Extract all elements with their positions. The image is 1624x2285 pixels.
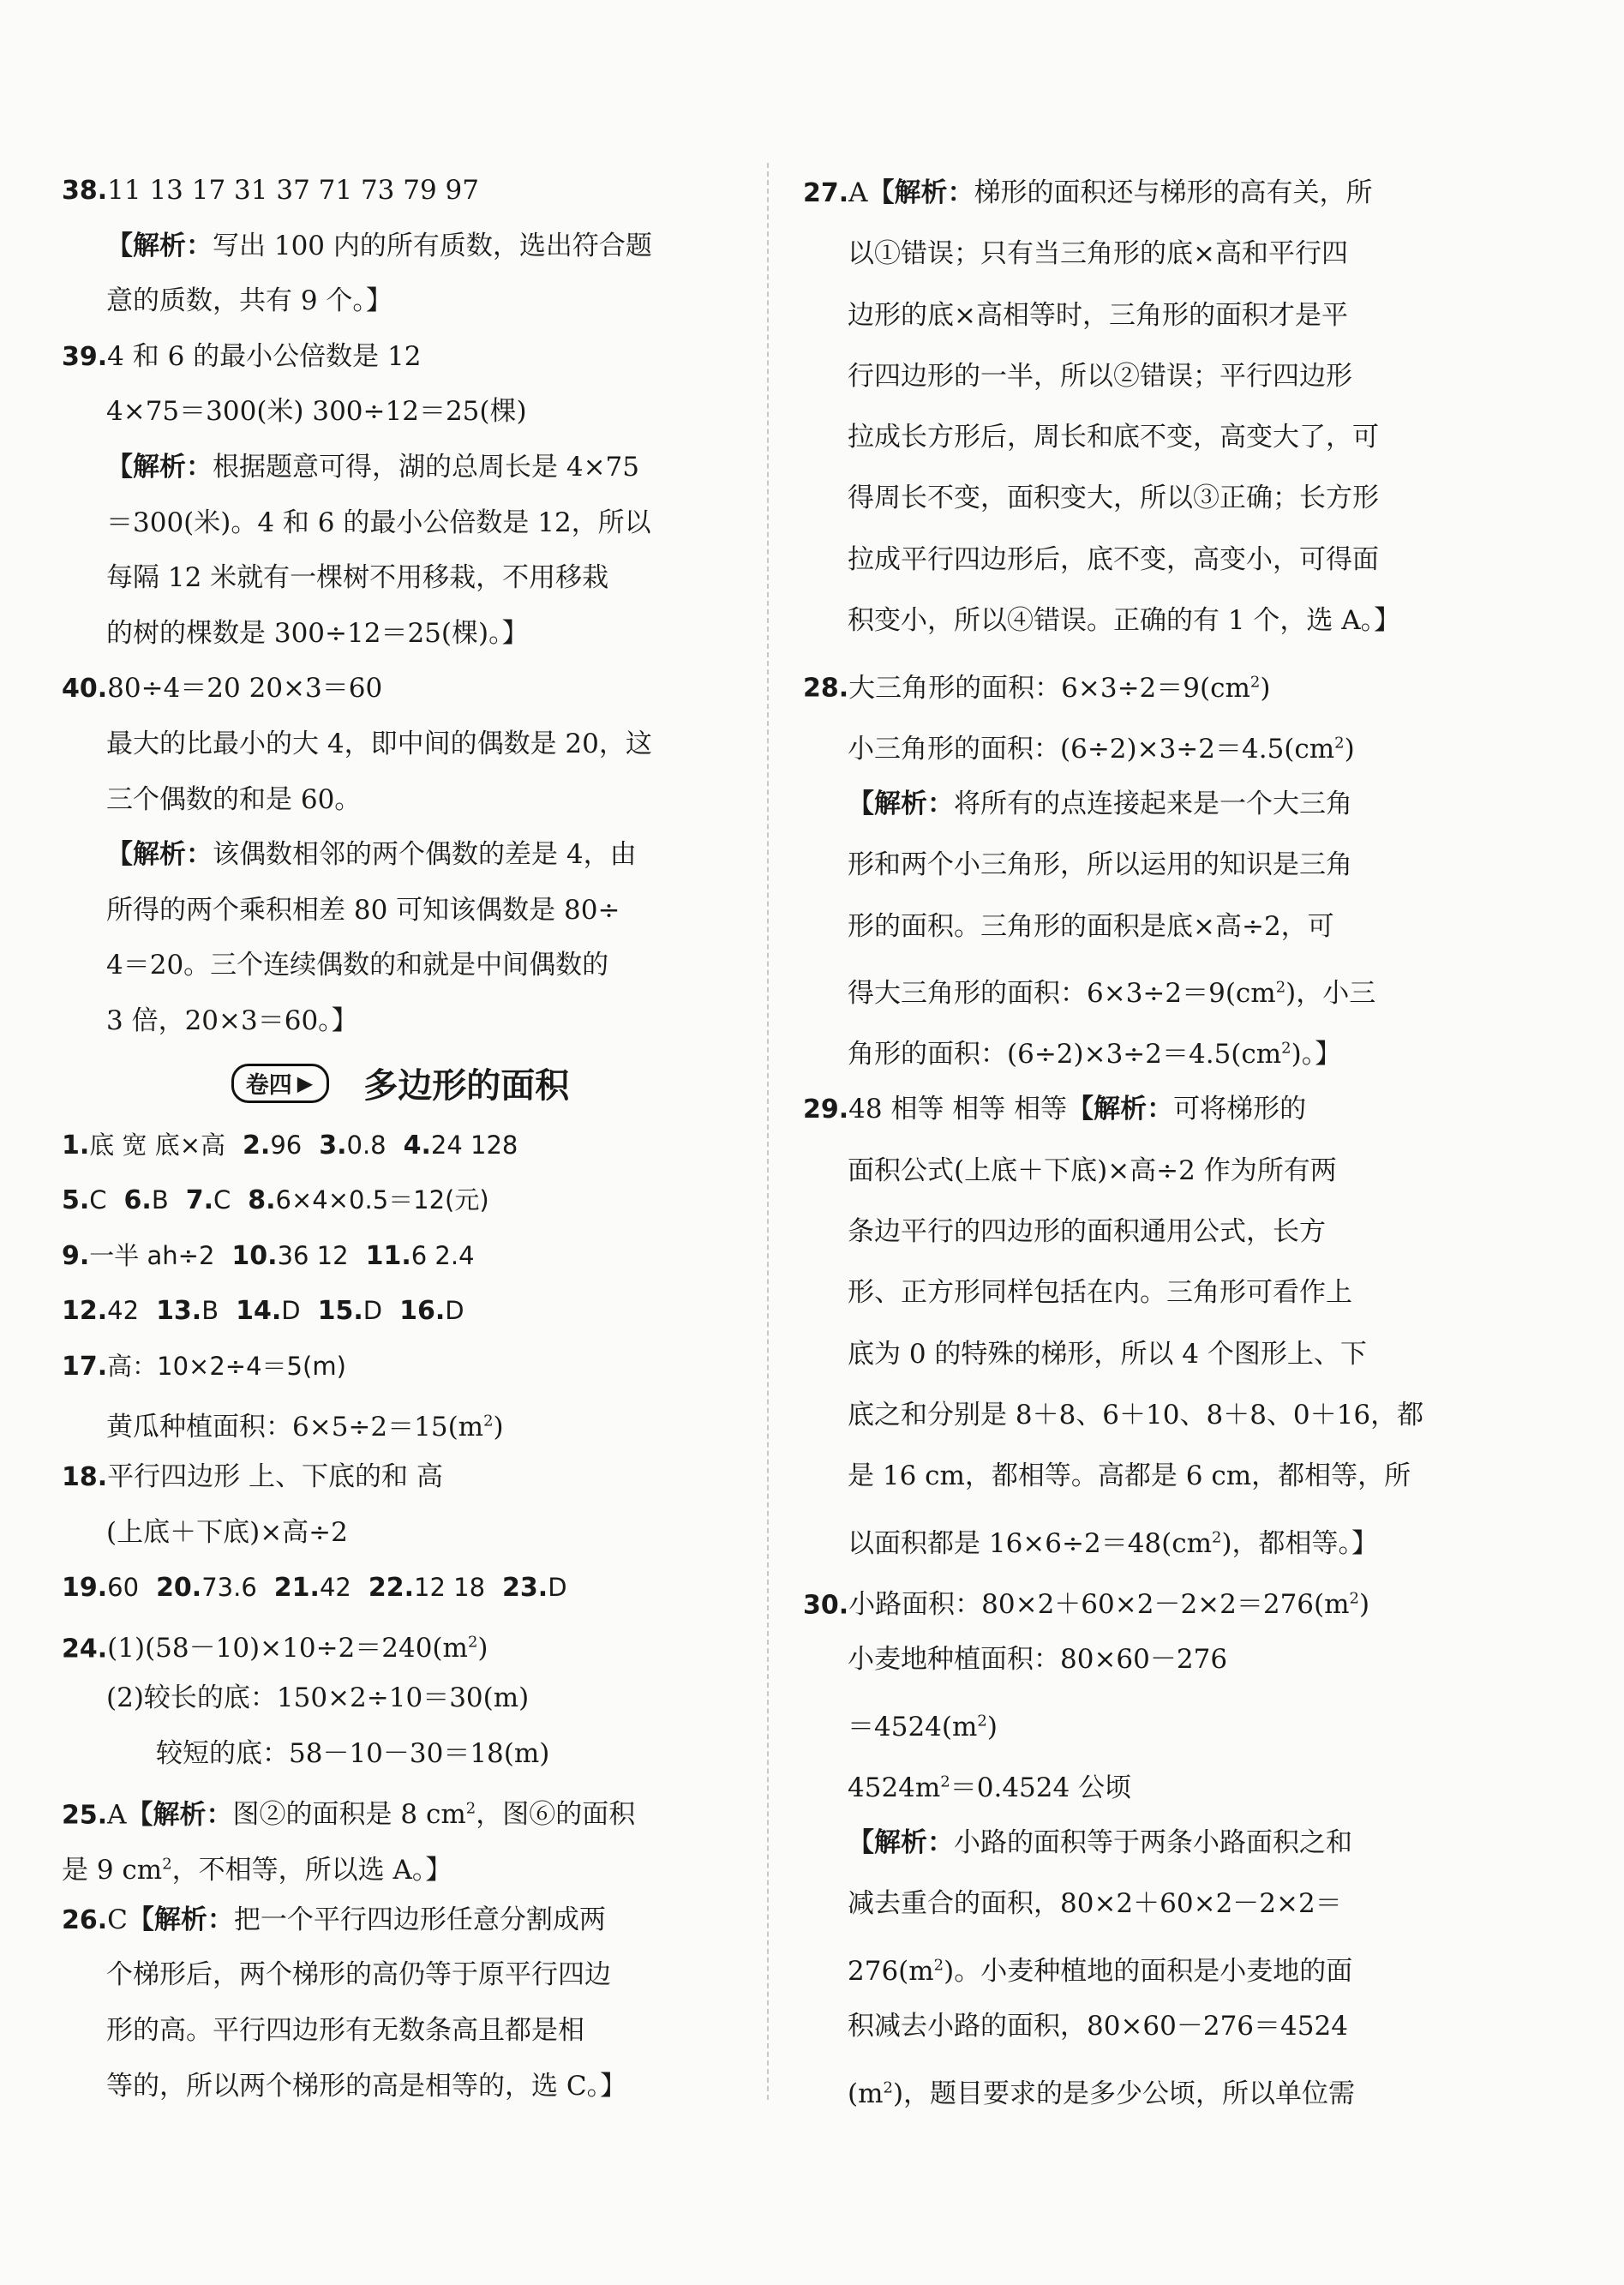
right-column — [803, 163, 1484, 2119]
text-segment: (上底＋下底)×高÷2 — [106, 1516, 348, 1548]
analysis-label: 【解析： — [867, 177, 974, 208]
text-segment: 所得的两个乘积相差 80 可知该偶数是 80÷ — [106, 894, 620, 926]
text-segment: 底为 0 的特殊的梯形，所以 4 个图形上、下 — [848, 1338, 1367, 1370]
question-number: 20. — [156, 1573, 202, 1604]
text-segment: D — [363, 1296, 383, 1326]
answer-item — [319, 1131, 386, 1160]
question-number: 16. — [399, 1296, 446, 1327]
text-line — [803, 407, 1484, 468]
text-segment: 梯形的面积还与梯形的高有关，所 — [974, 177, 1373, 208]
text-segment: 42 — [319, 1573, 351, 1603]
text-segment: 是 9 $cm^2$，不相等，所以选 A。】 — [62, 1854, 452, 1886]
text-segment: 形、正方形同样包括在内。三角形可看作上 — [848, 1277, 1352, 1309]
section-title: 多边形的面积 — [363, 1066, 570, 1106]
text-segment: 73.6 — [201, 1573, 257, 1603]
text-segment: 拉成长方形后，周长和底不变，高变大了，可 — [848, 422, 1379, 453]
text-segment: 条边平行的四边形的面积通用公式，长方 — [848, 1216, 1326, 1248]
text-line — [803, 591, 1484, 651]
answer-row — [62, 1118, 739, 1173]
text-segment: 6×4×0.5＝12(元) — [275, 1185, 489, 1215]
question-number: 9. — [62, 1240, 90, 1271]
text-segment: 36 12 — [277, 1240, 349, 1270]
text-segment: 小麦地种植面积：80×60－276 — [848, 1644, 1228, 1676]
answer-item — [156, 1296, 219, 1325]
text-line — [62, 1449, 739, 1505]
text-line — [62, 384, 739, 440]
column-divider — [767, 163, 769, 2100]
text-segment: 12 18 — [414, 1573, 486, 1603]
answer-item — [274, 1573, 351, 1602]
text-segment: 将所有的点连接起来是一个大三角 — [954, 788, 1352, 819]
text-segment: C — [89, 1185, 107, 1215]
question-number: 13. — [156, 1296, 202, 1327]
text-segment: 小三角形的面积：$(6\div 2)\times 3\div 2=4.5(cm^2)$ — [848, 734, 1355, 765]
text-line — [62, 2059, 739, 2114]
text-segment: (2)较长的底：150×2÷10＝30(m) — [106, 1682, 530, 1714]
text-line — [803, 1752, 1484, 1813]
answer-item — [62, 1241, 214, 1270]
text-segment: 角形的面积：$(6\div 2)\times 3\div 2=4.5(cm^2)$。】 — [848, 1039, 1342, 1071]
text-segment: 小路的面积等于两条小路面积之和 — [954, 1827, 1352, 1859]
text-line — [62, 1947, 739, 2003]
text-line — [62, 1670, 739, 1726]
text-segment: D — [445, 1296, 464, 1326]
question-number: 7. — [185, 1185, 213, 1216]
question-number: 19. — [62, 1573, 108, 1604]
text-segment: 0.8 — [346, 1130, 387, 1160]
text-segment: 大三角形的面积：$6\times 3\div 2=9(cm^2)$ — [848, 672, 1271, 704]
question-number: 11. — [365, 1240, 411, 1271]
text-segment: B — [151, 1185, 169, 1215]
text-line — [62, 1892, 739, 1948]
text-line — [803, 713, 1484, 774]
text-segment: $276(m^2)$。小麦种植地的面积是小麦地的面 — [848, 1955, 1353, 1987]
answer-item — [243, 1131, 302, 1160]
answer-item — [369, 1573, 485, 1602]
text-segment: 24 128 — [430, 1130, 518, 1160]
analysis-label: 【解析： — [106, 230, 213, 261]
text-line — [62, 717, 739, 772]
text-segment: 96 — [270, 1130, 303, 1160]
text-line — [62, 1505, 739, 1561]
play-arrow-icon: ▶ — [297, 1071, 314, 1095]
text-segment: 拉成平行四边形后，底不变，高变小，可得面 — [848, 543, 1379, 575]
text-line — [803, 285, 1484, 346]
question-number: 6. — [123, 1185, 152, 1216]
text-line — [62, 883, 739, 939]
question-number: 18. — [62, 1462, 108, 1493]
text-line — [803, 1874, 1484, 1934]
text-line — [803, 1690, 1484, 1751]
text-segment: 面积公式(上底＋下底)×高÷2 作为所有两 — [848, 1154, 1337, 1186]
text-line — [803, 1446, 1484, 1507]
text-segment: 形的高。平行四边形有无数条高且都是相 — [106, 2015, 584, 2046]
text-segment: 较短的底：58－10－30＝18(m) — [156, 1738, 550, 1770]
text-segment: 最大的比最小的大 4，即中间的偶数是 20，这 — [106, 728, 652, 759]
answer-item — [186, 1185, 231, 1214]
analysis-label: 【解析： — [127, 1904, 234, 1935]
text-segment: 个梯形后，两个梯形的高仍等于原平行四边 — [106, 1959, 611, 1991]
text-segment: 每隔 12 米就有一棵树不用移栽，不用移栽 — [106, 562, 609, 594]
text-line — [62, 2003, 739, 2059]
question-number: 21. — [273, 1573, 320, 1604]
text-line — [803, 1079, 1484, 1140]
text-segment: D — [281, 1296, 301, 1326]
question-number: 26. — [62, 1904, 108, 1935]
text-segment: D — [548, 1573, 567, 1603]
question-number: 4. — [403, 1130, 431, 1160]
text-line — [803, 1813, 1484, 1874]
text-segment: 6 2.4 — [410, 1240, 475, 1270]
text-segment: 的树的棵数是 300÷12＝25(棵)。】 — [106, 617, 529, 649]
text-segment: 减去重合的面积，80×2＋60×2－2×2＝ — [848, 1888, 1342, 1920]
text-segment: 积减去小路的面积，80×60－276＝4524 — [848, 2010, 1348, 2042]
text-segment: 4×75＝300(米) 300÷12＝25(棵) — [106, 396, 527, 428]
text-segment: 42 — [107, 1296, 140, 1326]
text-segment: $4524m^2=0.4524$ 公顷 — [848, 1772, 1132, 1804]
text-segment: 根据题意可得，湖的总周长是 4×75 — [213, 451, 639, 483]
text-line — [803, 1508, 1484, 1568]
analysis-label: 【解析： — [126, 1798, 233, 1830]
analysis-label: 【解析： — [848, 788, 954, 819]
answer-item — [231, 1241, 348, 1270]
analysis-label: 【解析： — [848, 1827, 954, 1859]
question-number: 40. — [62, 674, 108, 705]
question-number: 8. — [248, 1185, 276, 1216]
text-line — [803, 1629, 1484, 1690]
question-number: 3. — [319, 1130, 347, 1160]
text-line — [62, 1726, 739, 1782]
text-segment: 11 13 17 31 37 71 73 79 97 — [107, 175, 480, 206]
text-segment: 得周长不变，面积变大，所以③正确；长方形 — [848, 483, 1379, 514]
text-line — [803, 346, 1484, 407]
text-segment: 底 宽 底×高 — [89, 1130, 226, 1160]
text-segment: 4＝20。三个连续偶数的和就是中间偶数的 — [106, 950, 609, 981]
text-line — [62, 1782, 739, 1838]
answer-row — [62, 1172, 739, 1228]
answer-text: 48 相等 相等 相等 — [848, 1094, 1068, 1125]
text-line — [803, 957, 1484, 1018]
question-number: 10. — [231, 1240, 278, 1271]
text-line — [803, 2057, 1484, 2118]
answer-item — [502, 1573, 567, 1602]
question-number: 5. — [62, 1185, 90, 1216]
text-segment: 一半 ah÷2 — [89, 1240, 215, 1270]
text-line — [803, 1202, 1484, 1262]
text-line — [803, 1262, 1484, 1323]
text-line — [62, 993, 739, 1049]
text-line — [803, 1385, 1484, 1446]
text-line — [62, 1837, 739, 1892]
answer-item — [248, 1185, 488, 1214]
text-segment: C — [213, 1185, 231, 1215]
text-line — [62, 495, 739, 551]
text-line — [62, 440, 739, 495]
answer-item — [366, 1241, 475, 1270]
text-line — [62, 219, 739, 274]
answer-row — [62, 1339, 739, 1394]
question-number: 2. — [243, 1130, 271, 1160]
text-line — [803, 835, 1484, 896]
question-number: 28. — [803, 673, 849, 704]
analysis-label: 【解析： — [106, 451, 213, 483]
analysis-label: 【解析： — [106, 839, 213, 871]
question-number: 29. — [803, 1095, 849, 1125]
answer-item — [62, 1185, 107, 1214]
text-segment: 得大三角形的面积：$6\times 3\div 2=9(cm^2)$，小三 — [848, 978, 1376, 1010]
text-line — [803, 1141, 1484, 1202]
text-segment: 底之和分别是 8＋8、6＋10、8＋8、0＋16，都 — [848, 1399, 1424, 1430]
text-line — [62, 661, 739, 717]
text-line — [803, 1996, 1484, 2057]
text-segment: 黄瓜种植面积：$6\times 5\div 2=15(m^2)$ — [106, 1411, 504, 1442]
text-segment: 以面积都是 $16\times 6\div 2=48(cm^2)$，都相等。】 — [848, 1527, 1379, 1559]
question-number: 27. — [803, 178, 849, 208]
text-segment: 行四边形的一半，所以②错误；平行四边形 — [848, 360, 1352, 392]
answer-text: C — [107, 1904, 128, 1935]
text-segment: 高：10×2÷4＝5(m) — [107, 1351, 346, 1381]
question-number: 14. — [236, 1296, 282, 1327]
text-segment: 形的面积。三角形的面积是底×高÷2，可 — [848, 910, 1334, 942]
question-number: 25. — [62, 1799, 108, 1830]
text-segment: 3 倍，20×3＝60。】 — [106, 1005, 358, 1036]
section-header — [62, 1049, 739, 1118]
answer-item — [404, 1131, 518, 1160]
answer-item — [156, 1573, 257, 1602]
question-number: 30. — [803, 1590, 849, 1621]
text-line — [803, 897, 1484, 957]
text-segment: 积变小，所以④错误。正确的有 1 个，选 A。】 — [848, 605, 1401, 637]
answer-item — [62, 1573, 139, 1602]
left-column — [62, 163, 739, 2114]
answer-item — [62, 1352, 346, 1381]
question-number: 12. — [62, 1296, 108, 1327]
answer-row — [62, 1283, 739, 1339]
text-line — [803, 651, 1484, 712]
text-line — [803, 1568, 1484, 1629]
text-line — [803, 1018, 1484, 1079]
answer-row — [62, 1560, 739, 1616]
answer-item — [399, 1296, 464, 1325]
text-line — [62, 329, 739, 385]
answer-text: A — [107, 1798, 127, 1830]
text-segment: 形和两个小三角形，所以运用的知识是三角 — [848, 849, 1352, 881]
question-number: 23. — [502, 1573, 548, 1604]
text-segment: 4 和 6 的最小公倍数是 12 — [107, 340, 422, 372]
answer-item — [318, 1296, 383, 1325]
text-segment: 60 — [107, 1573, 140, 1603]
text-segment: B — [201, 1296, 219, 1326]
text-line — [803, 1324, 1484, 1385]
text-segment: 80÷4＝20 20×3＝60 — [107, 673, 383, 705]
question-number: 17. — [62, 1351, 108, 1382]
text-segment: 平行四边形 上、下底的和 高 — [107, 1461, 443, 1493]
answer-item — [124, 1185, 169, 1214]
text-line — [62, 1616, 739, 1671]
question-number: 39. — [62, 341, 108, 372]
text-segment: 可将梯形的 — [1173, 1094, 1307, 1125]
answer-item — [62, 1131, 225, 1160]
text-segment: 写出 100 内的所有质数，选出符合题 — [213, 230, 652, 261]
text-segment: 以①错误；只有当三角形的底×高和平行四 — [848, 238, 1348, 270]
text-line — [62, 163, 739, 219]
text-segment: 该偶数相邻的两个偶数的差是 4，由 — [213, 839, 637, 871]
text-line — [62, 606, 739, 662]
text-line — [62, 550, 739, 606]
text-segment: $(1)(58-10)\times 10\div 2=240(m^2)$ — [107, 1633, 488, 1664]
question-number: 1. — [62, 1130, 90, 1160]
text-line — [62, 938, 739, 993]
text-line — [803, 1935, 1484, 1996]
text-segment: 等的，所以两个梯形的高是相等的，选 C。】 — [106, 2070, 627, 2102]
text-segment: 是 16 cm，都相等。高都是 6 cm，都相等，所 — [848, 1460, 1411, 1492]
text-segment: 小路面积：$80\times 2+60\times 2-2\times 2=276(m^2)$ — [848, 1589, 1370, 1621]
question-number: 38. — [62, 176, 108, 206]
question-number: 24. — [62, 1634, 108, 1664]
text-segment: $(m^2)$，题目要求的是多少公顷，所以单位需 — [848, 2078, 1356, 2109]
text-segment: 意的质数，共有 9 个。】 — [106, 285, 393, 317]
text-line — [62, 772, 739, 828]
analysis-label: 【解析： — [1067, 1094, 1174, 1125]
section-badge: 卷四 ▶ — [231, 1064, 329, 1103]
text-line — [803, 530, 1484, 591]
text-line — [803, 468, 1484, 529]
answer-text: A — [848, 177, 868, 208]
text-line — [803, 774, 1484, 835]
text-line — [62, 1394, 739, 1449]
text-segment: 图②的面积是 8 $cm^2$，图⑥的面积 — [232, 1798, 636, 1830]
text-segment: 三个偶数的和是 60。 — [106, 783, 362, 815]
text-segment: ＝300(米)。4 和 6 的最小公倍数是 12，所以 — [106, 507, 651, 538]
text-segment: $=4524(m^2)$ — [848, 1711, 998, 1742]
question-number: 22. — [368, 1573, 415, 1604]
answer-item — [62, 1296, 139, 1325]
question-number: 15. — [317, 1296, 363, 1327]
text-line — [62, 273, 739, 329]
text-line — [803, 224, 1484, 285]
answer-row — [62, 1228, 739, 1284]
text-line — [62, 827, 739, 883]
text-segment: 边形的底×高相等时，三角形的面积才是平 — [848, 299, 1348, 331]
text-segment: 把一个平行四边形任意分割成两 — [233, 1904, 606, 1935]
text-line — [803, 163, 1484, 224]
answer-item — [236, 1296, 301, 1325]
